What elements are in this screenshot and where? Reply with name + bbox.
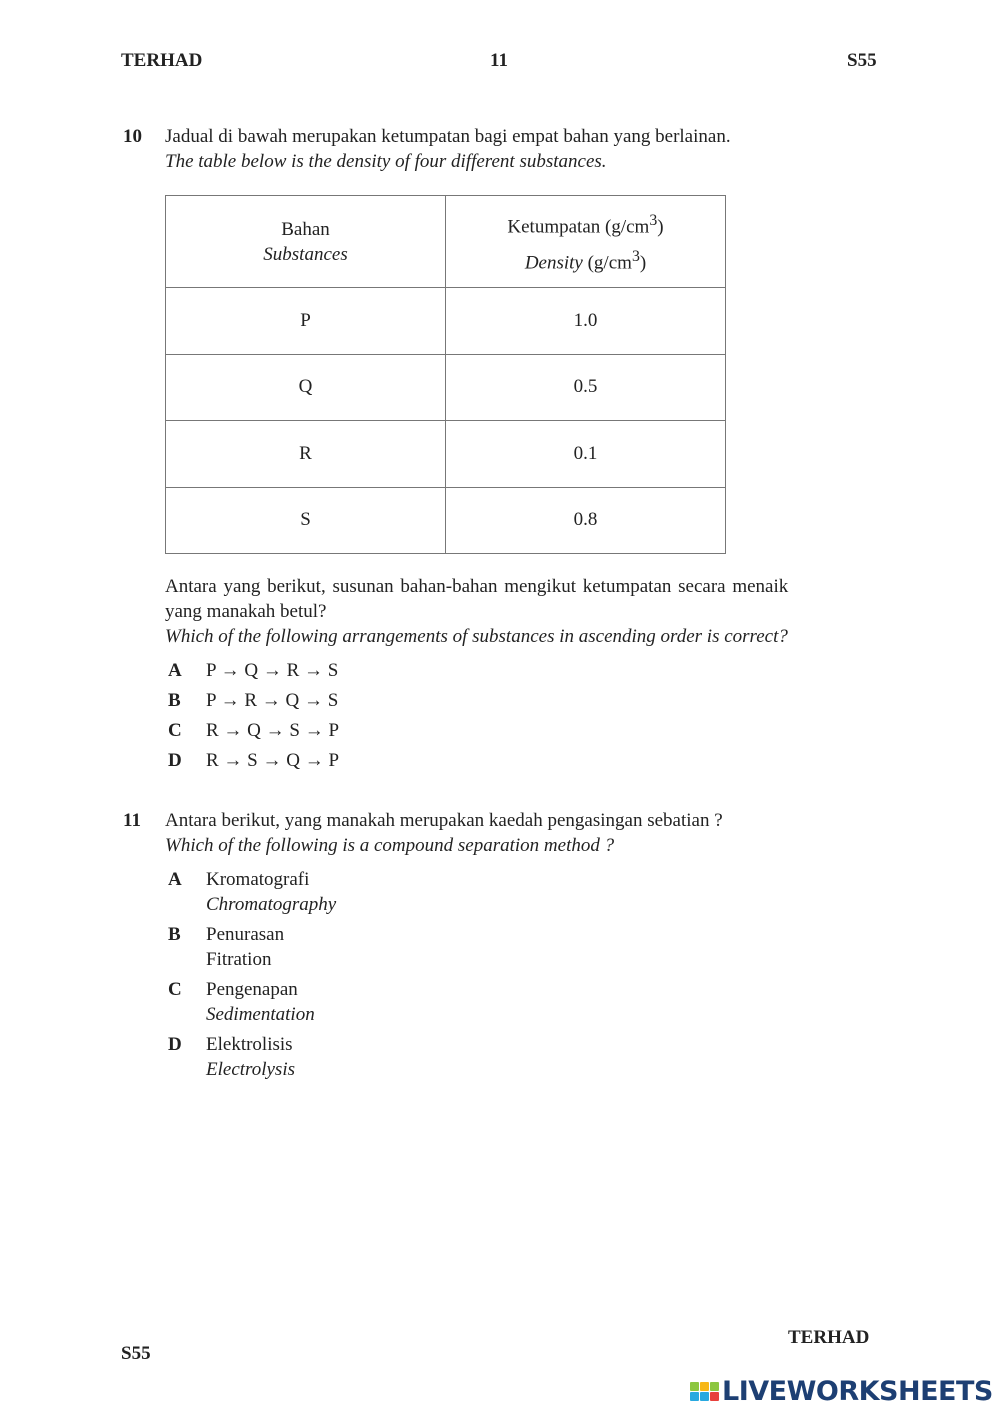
substance-cell: R xyxy=(166,421,446,488)
header-substances xyxy=(166,196,446,288)
q11-number: 11 xyxy=(123,810,141,831)
table-row xyxy=(166,354,726,421)
worksheet-page: TERHAD 11 S55 10 Jadual di bawah merupakan ketumpatan bagi empat bahan yang berlainan. The table below is the density of four different substances. Bahan Substances Ketumpatan $(g/cm^3)$ Density $(g/cm^3)$ P 1.0 Q 0.5 R 0.1 S 0.8 Antara yang berikut, susunan bahan-bahan mengikut ketumpatan secara menaik yang manakah betul? Which of the following arrangements of substances in ascending order is correct? A P → Q → R → S B P → R → Q → S C R → Q → S → P D R → S → Q → P 11 Antara berikut, yang manakah merupakan kaedah pengasingan sebatian ? Which of the following is a compound separation method ? A Kromatografi Chromatography B Penurasan Fitration C Pengenapan Sedimentation D Elektrolisis Electrolysis TERHAD S55 LIVEWORKSHEETS xyxy=(0,0,1000,1415)
footer-code: S55 xyxy=(121,1343,151,1364)
q10-question-en: Which of the following arrangements of substances in ascending order is correct? xyxy=(165,626,788,647)
q10-question-ms-2: yang manakah betul? xyxy=(165,601,327,622)
col2-en: Density $(g/cm^3)$ xyxy=(524,247,647,273)
col1-ms: Bahan xyxy=(281,218,330,240)
q11-text-ms: Antara berikut, yang manakah merupakan kaedah pengasingan sebatian ? xyxy=(165,810,723,831)
q10-question-ms-1: Antara yang berikut, susunan bahan-bahan mengikut ketumpatan secara menaik xyxy=(165,576,789,597)
density-table xyxy=(165,195,726,554)
density-cell: 1.0 xyxy=(446,288,726,355)
substance-cell: S xyxy=(166,487,446,554)
substance-cell: Q xyxy=(166,354,446,421)
table-row xyxy=(166,487,726,554)
footer-classification: TERHAD xyxy=(788,1327,870,1348)
table-row xyxy=(166,288,726,355)
density-cell: 0.5 xyxy=(446,354,726,421)
q10-text-en: The table below is the density of four different substances. xyxy=(165,151,607,172)
header-density xyxy=(446,196,726,288)
col1-en: Substances xyxy=(263,243,348,265)
logo-text: LIVEWORKSHEETS xyxy=(722,1376,993,1407)
q11-text-en: Which of the following is a compound separation method ? xyxy=(165,835,615,856)
header-code: S55 xyxy=(847,50,877,71)
logo-cubes-icon xyxy=(690,1382,719,1401)
page-number: 11 xyxy=(490,50,508,71)
header-classification: TERHAD xyxy=(121,50,203,71)
table-row xyxy=(166,421,726,488)
q10-text-ms: Jadual di bawah merupakan ketumpatan bagi empat bahan yang berlainan. xyxy=(165,126,731,147)
liveworksheets-logo xyxy=(690,1376,993,1407)
density-cell: 0.1 xyxy=(446,421,726,488)
q10-number: 10 xyxy=(123,126,142,147)
density-cell: 0.8 xyxy=(446,487,726,554)
table-header-row xyxy=(166,196,726,288)
col2-ms: Ketumpatan $(g/cm^3)$ xyxy=(507,212,664,238)
substance-cell: P xyxy=(166,288,446,355)
